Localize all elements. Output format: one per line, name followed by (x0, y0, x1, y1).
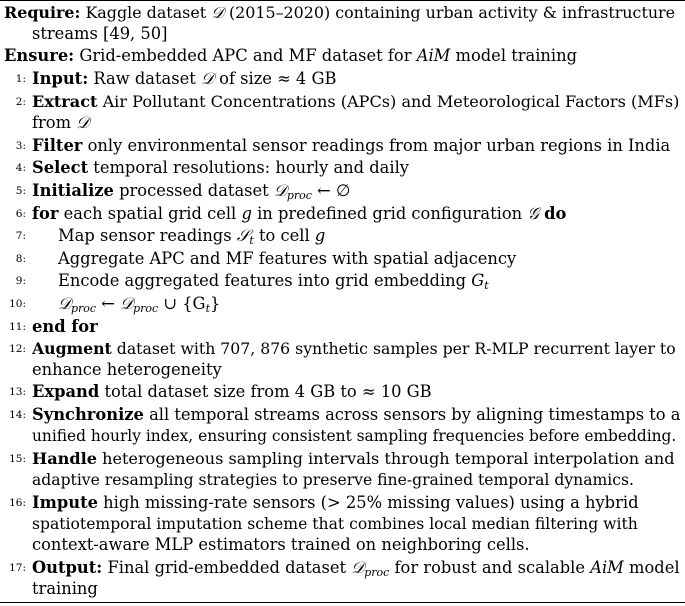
step-keyword: Expand (32, 382, 100, 401)
step-text: dataset with 707, 876 synthetic samples per R-MLP recurrent layer to (116, 339, 676, 358)
step-text: high missing-rate sensors (> 25% missing values) using a hybrid (103, 493, 639, 512)
dataset-symbol: 𝒟 (211, 3, 224, 22)
step-text: of size ≈ 4 GB (219, 69, 337, 88)
step-text: ∪ {G (163, 294, 206, 313)
line-number: 6: (15, 208, 26, 220)
line-number: 5: (15, 185, 26, 197)
step-text: for robust and scalable (394, 558, 586, 577)
step-text: spatiotemporal imputation scheme that combines local median filtering with (32, 515, 638, 533)
require-text-2: (2015–2020) containing urban activity & infrastructure (228, 3, 676, 22)
step-text: Final grid-embedded dataset (107, 558, 347, 577)
line-number: 2: (15, 96, 26, 108)
step-keyword: Initialize (32, 181, 114, 200)
model-name: AiM (416, 46, 451, 65)
top-rule (0, 0, 685, 1)
grid-config-symbol: 𝒢 (527, 204, 539, 223)
step-keyword: Handle (32, 449, 97, 468)
dataset-symbol: 𝒟 (76, 113, 90, 132)
subscript: t (484, 279, 489, 292)
step-text: ← ∅ (317, 181, 351, 200)
step-text: each spatial grid cell (63, 204, 237, 223)
line-number: 12: (9, 343, 26, 355)
step-text: Encode aggregated features into grid embedding (58, 271, 467, 290)
ensure-keyword: Ensure: (4, 46, 75, 65)
subscript: proc (71, 302, 97, 315)
step-keyword: Output: (32, 558, 103, 577)
line-number: 1: (15, 73, 26, 85)
require-text: Kaggle dataset (85, 3, 207, 22)
dataset-symbol: 𝒟 (200, 69, 214, 88)
line-number: 13: (9, 386, 26, 398)
subscript: proc (133, 302, 159, 315)
sensor-symbol: 𝒮 (236, 226, 250, 245)
dataset-symbol: 𝒟 (273, 181, 287, 200)
step-text: from (32, 113, 72, 132)
step-text: heterogeneous sampling intervals through temporal interpolation and (102, 449, 675, 468)
step-keyword: Synchronize (32, 405, 144, 424)
grid-variable: g (241, 204, 252, 223)
step-text: total dataset size from 4 GB to ≈ 10 GB (104, 382, 432, 401)
ensure-text: Grid-embedded APC and MF dataset for (79, 46, 412, 65)
step-text: unified hourly index, ensuring consistent sampling frequencies before embedding. (32, 427, 677, 445)
step-text: Air Pollutant Concentrations (APCs) and Meteorological Factors (MFs) (102, 92, 680, 111)
model-name: AiM (590, 558, 624, 577)
dataset-symbol: 𝒟 (351, 558, 365, 577)
step-text: to cell (259, 226, 310, 245)
step-text: ← 𝒟 (101, 294, 134, 313)
step-text: Raw dataset (93, 69, 196, 88)
line-number: 3: (15, 140, 26, 152)
step-text: all temporal streams across sensors by aligning timestamps to a (149, 405, 681, 424)
step-text: enhance heterogeneity (32, 360, 222, 379)
step-text: Map sensor readings (58, 226, 232, 245)
line-number: 7: (15, 230, 26, 242)
bottom-rule (0, 602, 685, 603)
line-number: 14: (9, 409, 26, 421)
step-text: } (209, 294, 221, 313)
step-keyword: Select (32, 158, 89, 177)
step-text: only environmental sensor readings from major urban regions in India (87, 136, 671, 155)
line-number: 11: (9, 321, 26, 333)
step-keyword: Augment (32, 339, 112, 358)
embedding-symbol: G (471, 271, 485, 290)
step-keyword: end for (32, 317, 98, 336)
line-number: 9: (15, 275, 26, 287)
line-number: 17: (9, 562, 26, 574)
line-number: 10: (9, 298, 26, 310)
subscript: proc (364, 566, 390, 579)
step-text: context-aware MLP estimators trained on neighboring cells. (32, 535, 530, 554)
step-keyword: Impute (32, 493, 98, 512)
step-keyword: Extract (32, 92, 98, 111)
step-text: model (629, 558, 680, 577)
subscript: t (205, 302, 210, 315)
step-keyword: Filter (32, 136, 83, 155)
line-number: 15: (9, 453, 26, 465)
step-text: adaptive resampling strategies to preserve fine-grained temporal dynamics. (32, 471, 634, 489)
step-text: Aggregate APC and MF features with spatial adjacency (58, 249, 517, 268)
dataset-symbol: 𝒟 (58, 294, 71, 313)
require-cont: streams [49, 50] (32, 24, 168, 43)
step-text: temporal resolutions: hourly and daily (93, 158, 410, 177)
step-text: training (32, 579, 98, 598)
subscript: proc (286, 189, 312, 202)
step-text: in predefined grid configuration (257, 204, 523, 223)
line-number: 16: (9, 497, 26, 509)
step-keyword: for (32, 204, 59, 223)
grid-variable: g (314, 226, 326, 245)
ensure-text-2: model training (455, 46, 578, 65)
line-number: 4: (15, 162, 26, 174)
step-text: processed dataset (119, 181, 269, 200)
subscript: t (249, 234, 254, 247)
require-keyword: Require: (4, 3, 81, 22)
step-keyword: Input: (32, 69, 89, 88)
step-keyword: do (544, 204, 567, 223)
line-number: 8: (15, 253, 26, 265)
